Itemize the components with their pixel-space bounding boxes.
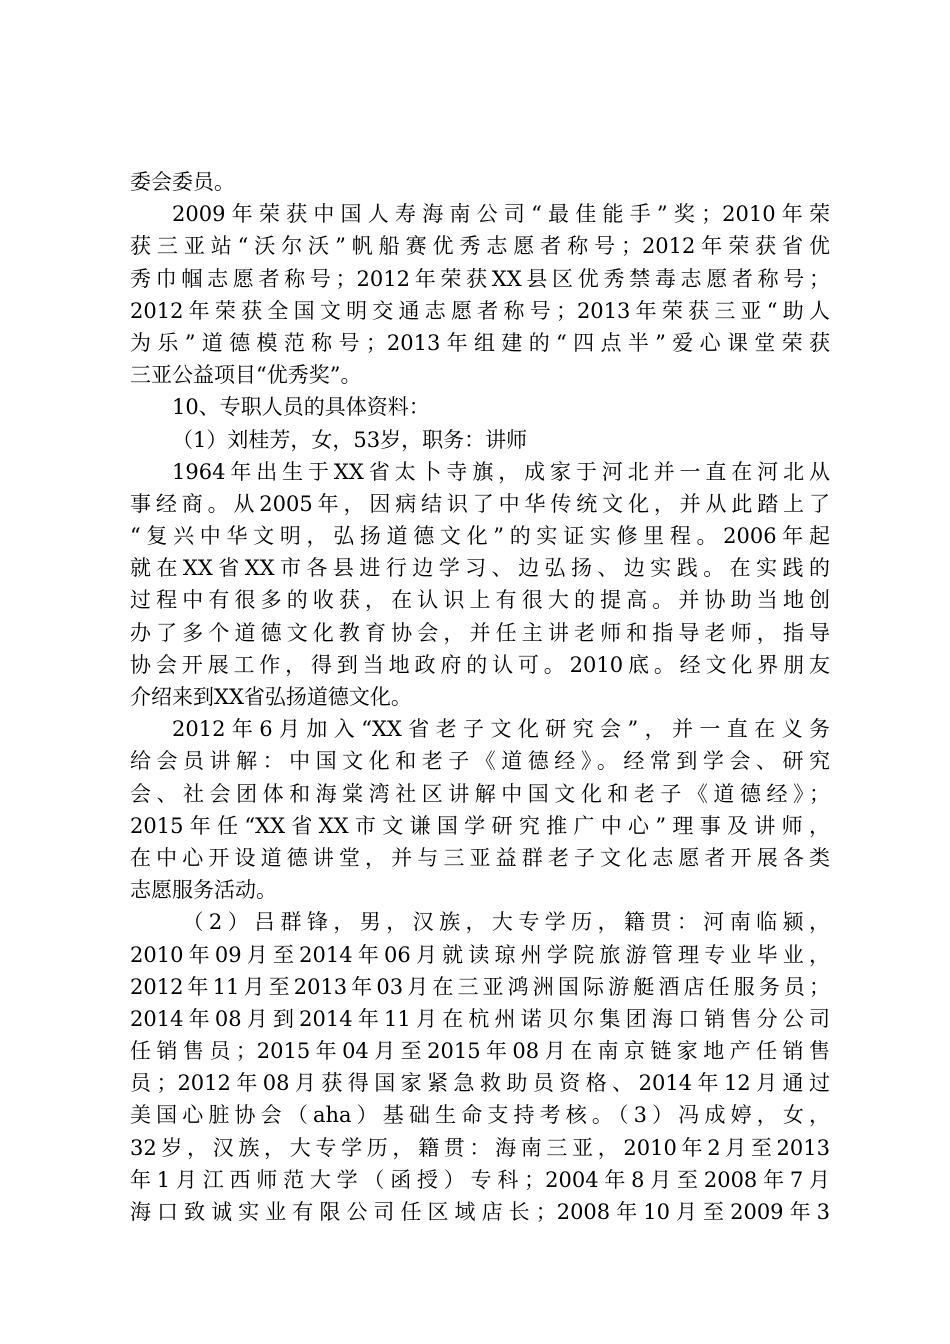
- text-line: 2010年09月至2014年06月就读琼州学院旅游管理专业毕业，: [130, 942, 830, 967]
- text-line: 2012年6月加入“XX省老子文化研究会”，并一直在义务: [172, 717, 830, 742]
- text-line: 三亚公益项目“优秀奖”。: [130, 363, 362, 388]
- text-line: 32岁，汉族，大专学历，籍贯：海南三亚，2010年2月至2013: [130, 1135, 830, 1160]
- text-line: 2015年任“XX省XX市文谦国学研究推广中心”理事及讲师，: [130, 813, 830, 838]
- text-line: 2012年荣获全国文明交通志愿者称号；2013年荣获三亚“助人: [130, 298, 830, 323]
- text-line: 办了多个道德文化教育协会，并任主讲老师和指导老师，指导: [130, 620, 830, 645]
- text-line: 秀巾帼志愿者称号；2012年荣获XX县区优秀禁毒志愿者称号；: [130, 266, 830, 291]
- text-line: 1964年出生于XX省太卜寺旗，成家于河北并一直在河北从: [172, 459, 830, 484]
- text-line: 协会开展工作，得到当地政府的认可。2010底。经文化界朋友: [130, 652, 830, 677]
- text-line: 委会委员。: [130, 170, 235, 194]
- text-line: 年1月江西师范大学（函授）专科；2004年8月至2008年7月: [130, 1167, 830, 1192]
- text-line: （1）刘桂芳，女，53岁，职务：讲师: [172, 427, 528, 452]
- text-line: 员；2012年08月获得国家紧急救助员资格、2014年12月通过: [130, 1071, 830, 1096]
- text-line: 获三亚站“沃尔沃”帆船赛优秀志愿者称号；2012年荣获省优: [130, 234, 830, 259]
- text-line: 就在XX省XX市各县进行边学习、边弘扬、边实践。在实践的: [130, 556, 830, 581]
- text-line: 在中心开设道德讲堂，并与三亚益群老子文化志愿者开展各类: [130, 845, 830, 870]
- text-line: 为乐”道德模范称号；2013年组建的“四点半”爱心课堂荣获: [130, 330, 830, 355]
- text-line: 志愿服务活动。: [130, 878, 277, 903]
- text-line: 过程中有很多的收获，在认识上有很大的提高。并协助当地创: [130, 588, 830, 613]
- text-line: 事经商。从2005年，因病结识了中华传统文化，并从此踏上了: [130, 491, 830, 516]
- text-line: 任销售员；2015年04月至2015年08月在南京链家地产任销售: [130, 1039, 830, 1064]
- text-line: 2009年荣获中国人寿海南公司“最佳能手”奖；2010年荣: [172, 202, 830, 227]
- text-line: 10、专职人员的具体资料：: [172, 395, 430, 420]
- text-line: 会、社会团体和海棠湾社区讲解中国文化和老子《道德经》；: [130, 781, 830, 806]
- text-line: 介绍来到XX省弘扬道德文化。: [130, 685, 412, 709]
- text-line: “复兴中华文明，弘扬道德文化”的实证实修里程。2006年起: [130, 524, 830, 549]
- text-line: （2）吕群锋，男，汉族，大专学历，籍贯：河南临颍，: [182, 910, 830, 935]
- text-line: 2012年11月至2013年03月在三亚鸿洲国际游艇酒店任服务员；: [130, 974, 830, 999]
- text-line: 2014年08月到2014年11月在杭州诺贝尔集团海口销售分公司: [130, 1006, 830, 1031]
- text-line: 美国心脏协会（aha）基础生命支持考核。（3）冯成婷，女，: [130, 1103, 830, 1128]
- text-line: 海口致诚实业有限公司任区域店长；2008年10月至2009年3: [130, 1200, 830, 1224]
- text-line: 给会员讲解：中国文化和老子《道德经》。经常到学会、研究: [130, 749, 830, 774]
- document-body: [130, 166, 830, 1228]
